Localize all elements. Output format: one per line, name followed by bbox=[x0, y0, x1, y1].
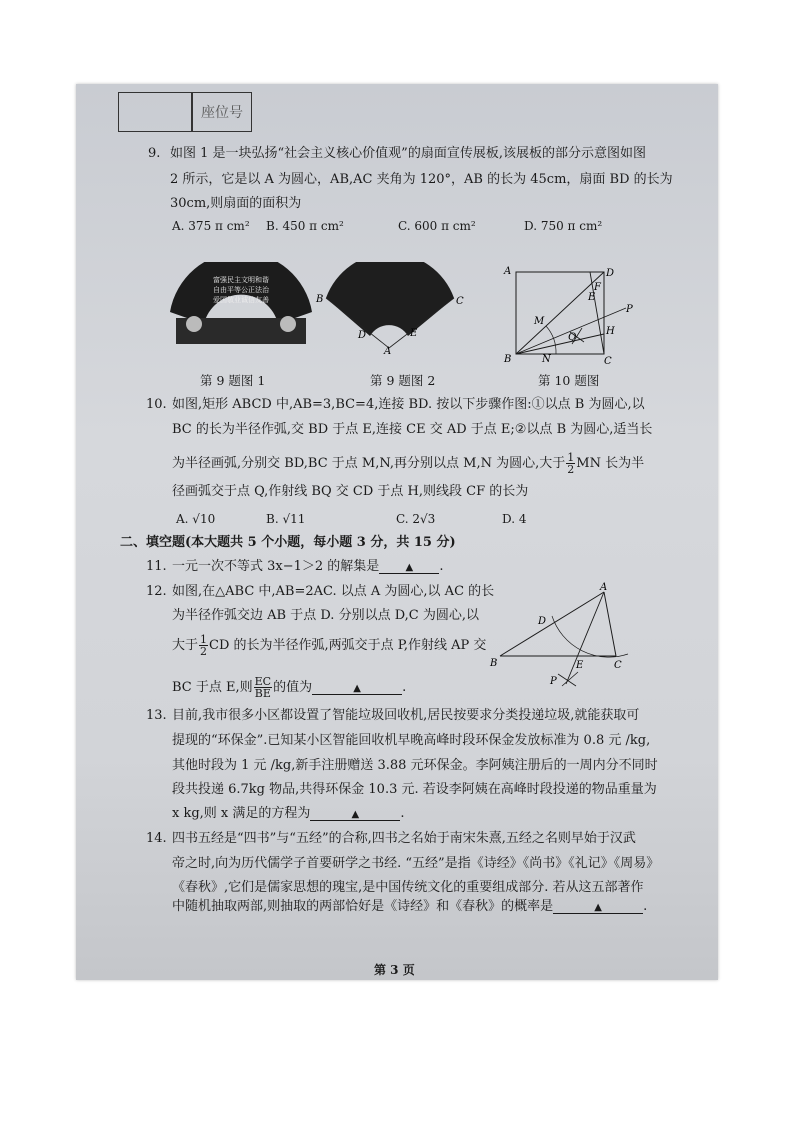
seat-number-box bbox=[118, 92, 252, 132]
q10-line-3-tail: MN 长为半 bbox=[576, 456, 645, 471]
fig12-label-b: B bbox=[490, 658, 498, 669]
q11-stem: 一元一次不等式 3x−1＞2 的解集是 bbox=[172, 559, 380, 574]
q10-frac-numerator: 1 bbox=[567, 451, 575, 464]
q12-line-3-text: 大于 bbox=[172, 638, 199, 653]
fig10-label-m: M bbox=[534, 316, 545, 327]
q12-ratio-denominator: BE bbox=[254, 687, 271, 700]
q10-figure-caption: 第 10 题图 bbox=[538, 373, 600, 388]
q10-line-1: 如图,矩形 ABCD 中,AB=3,BC=4,连接 BD. 按以下步骤作图:①以点 B 为圆心,以 bbox=[172, 397, 645, 412]
q13-line-4: 段共投递 6.7kg 物品,共得环保金 10.3 元. 若设李阿姨在高峰时段投递的物品重量为 bbox=[172, 782, 657, 797]
q9-line-1: 如图 1 是一块弘扬“社会主义核心价值观”的扇面宣传展板,该展板的部分示意图如图 bbox=[170, 146, 646, 161]
fig10-label-b: B bbox=[504, 354, 512, 365]
q9-figure-1-caption: 第 9 题图 1 bbox=[200, 373, 266, 388]
fan-motto-line-3: 爱国敬业诚信友善 bbox=[213, 296, 269, 304]
q10-figure-rectangle bbox=[500, 262, 636, 366]
section-2-title: 二、填空题(本大题共 5 个小题，每小题 3 分，共 15 分) bbox=[120, 535, 456, 550]
q12-line-2: 为半径作弧交边 AB 于点 D. 分别以点 D,C 为圆心,以 bbox=[172, 608, 479, 623]
q12-ratio-ec-be bbox=[254, 676, 272, 699]
q13-number: 13. bbox=[146, 708, 167, 723]
fig12-label-e: E bbox=[576, 660, 584, 671]
fig10-label-d: D bbox=[606, 268, 615, 279]
q9-option-b: B. 450 π cm² bbox=[266, 219, 344, 233]
fig2-label-c: C bbox=[456, 296, 464, 307]
q10-number: 10. bbox=[146, 397, 167, 412]
fan-motto-line-2: 自由平等公正法治 bbox=[213, 286, 269, 294]
q10-line-4: 径画弧交于点 Q,作射线 BQ 交 CD 于点 H,则线段 CF 的长为 bbox=[172, 484, 529, 499]
q10-option-d: D. 4 bbox=[502, 512, 527, 526]
q12-frac-numerator: 1 bbox=[200, 633, 208, 646]
q12-line-4-text: BC 于点 E,则 bbox=[172, 680, 253, 695]
q10-line-2: BC 的长为半径作弧,交 BD 于点 E,连接 CE 交 AD 于点 E;②以点 B 为圆心,适当长 bbox=[172, 422, 653, 437]
q13-line-5: x kg,则 x 满足的方程为 ▲ . bbox=[172, 806, 405, 821]
q14-answer-blank: ▲ bbox=[553, 900, 643, 914]
q12-ratio-numerator: EC bbox=[254, 675, 272, 688]
q12-line-3-tail: CD 的长为半径作弧,两弧交于点 P,作射线 AP 交 bbox=[209, 638, 487, 653]
fig10-label-a: A bbox=[504, 266, 512, 277]
q13-answer-blank: ▲ bbox=[310, 807, 400, 821]
q11-number: 11. bbox=[146, 559, 167, 574]
q12-line-3 bbox=[172, 634, 486, 657]
fig2-label-b: B bbox=[316, 294, 324, 305]
q13-line-5-text: x kg,则 x 满足的方程为 bbox=[172, 806, 311, 821]
page-number: 第 3 页 bbox=[374, 963, 415, 977]
q14-number: 14. bbox=[146, 831, 167, 846]
q13-line-3: 其他时段为 1 元 /kg,新手注册赠送 3.88 元环保金。李阿姨注册后的一周内分不同时 bbox=[172, 758, 658, 773]
q9-figure-2-caption: 第 9 题图 2 bbox=[370, 373, 436, 388]
fig12-label-c: C bbox=[614, 660, 622, 671]
seat-number-label: 座位号 bbox=[201, 105, 243, 121]
q9-figure-1-fan-board bbox=[166, 262, 316, 350]
fig2-label-e: E bbox=[410, 328, 418, 339]
q12-fraction-half bbox=[199, 634, 208, 657]
fig10-label-e: E bbox=[588, 292, 596, 303]
fig10-label-p: P bbox=[626, 304, 633, 315]
fig12-label-p: P bbox=[550, 676, 557, 687]
fig12-label-a: A bbox=[600, 582, 608, 593]
fig2-label-a: A bbox=[384, 346, 392, 354]
q10-frac-denominator: 2 bbox=[567, 463, 575, 476]
q14-line-1: 四书五经是“四书”与“五经”的合称,四书之名始于南宋朱熹,五经之名则早始于汉武 bbox=[172, 831, 636, 846]
seat-box-divider bbox=[191, 93, 193, 131]
q14-line-2: 帝之时,向为历代儒学子首要研学之书经. “五经”是指《诗经》《尚书》《礼记》《周易》 bbox=[172, 856, 660, 871]
q14-line-4: 中随机抽取两部,则抽取的两部恰好是《诗经》和《春秋》的概率是 ▲ . bbox=[172, 899, 648, 914]
q12-number: 12. bbox=[146, 584, 167, 599]
q12-line-4: BC 于点 E,则 $\frac{EC}{BE}$ 的值为 ▲ . bbox=[172, 675, 407, 700]
fig10-label-n: N bbox=[542, 354, 551, 365]
q10-option-c: C. 2√3 bbox=[396, 512, 436, 526]
q9-number: 9. bbox=[148, 146, 161, 161]
q13-line-2: 提现的“环保金”.已知某小区智能回收机早晚高峰时段环保金发放标准为 0.8 元 /kg, bbox=[172, 733, 651, 748]
fig10-label-f: F bbox=[594, 282, 601, 293]
q14-line-3: 《春秋》,它们是儒家思想的瑰宝,是中国传统文化的重要组成部分. 若从这五部著作 bbox=[172, 880, 644, 895]
fig12-label-d: D bbox=[538, 616, 547, 627]
q12-line-4-tail: 的值为 bbox=[273, 680, 313, 695]
q10-fraction-half bbox=[566, 452, 575, 475]
fig10-label-q: Q bbox=[568, 332, 577, 343]
q10-option-b: B. √11 bbox=[266, 512, 306, 526]
q9-option-d: D. 750 π cm² bbox=[524, 219, 603, 233]
q9-option-c: C. 600 π cm² bbox=[398, 219, 476, 233]
q11-text: 一元一次不等式 3x−1＞2 的解集是 ▲ . bbox=[172, 559, 444, 574]
q12-figure-triangle bbox=[488, 578, 638, 690]
fig10-label-h: H bbox=[606, 326, 615, 337]
q12-frac-denominator: 2 bbox=[200, 645, 208, 658]
q9-option-a: A. 375 π cm² bbox=[172, 219, 250, 233]
q10-line-3 bbox=[172, 452, 644, 475]
q9-line-2: 2 所示，它是以 A 为圆心，AB,AC 夹角为 120°，AB 的长为 45cm，扇面 BD 的长为 bbox=[170, 172, 673, 187]
q10-line-3-text: 为半径画弧,分别交 BD,BC 于点 M,N,再分别以点 M,N 为圆心,大于 bbox=[172, 456, 566, 471]
q9-line-3: 30cm,则扇面的面积为 bbox=[170, 196, 302, 211]
fig2-label-d: D bbox=[358, 330, 367, 341]
q12-line-1: 如图,在△ABC 中,AB=2AC. 以点 A 为圆心,以 AC 的长 bbox=[172, 584, 495, 599]
q11-answer-blank: ▲ bbox=[379, 560, 439, 574]
fig10-label-c: C bbox=[604, 356, 612, 366]
q13-line-1: 目前,我市很多小区都设置了智能垃圾回收机,居民按要求分类投递垃圾,就能获取可 bbox=[172, 708, 640, 723]
q12-answer-blank: ▲ bbox=[312, 681, 402, 695]
q10-option-a: A. √10 bbox=[176, 512, 216, 526]
q14-line-4-text: 中随机抽取两部,则抽取的两部恰好是《诗经》和《春秋》的概率是 bbox=[172, 899, 554, 914]
fan-motto-line-1: 富强民主文明和谐 bbox=[213, 276, 269, 284]
q9-figure-2-fan-diagram bbox=[312, 262, 472, 354]
